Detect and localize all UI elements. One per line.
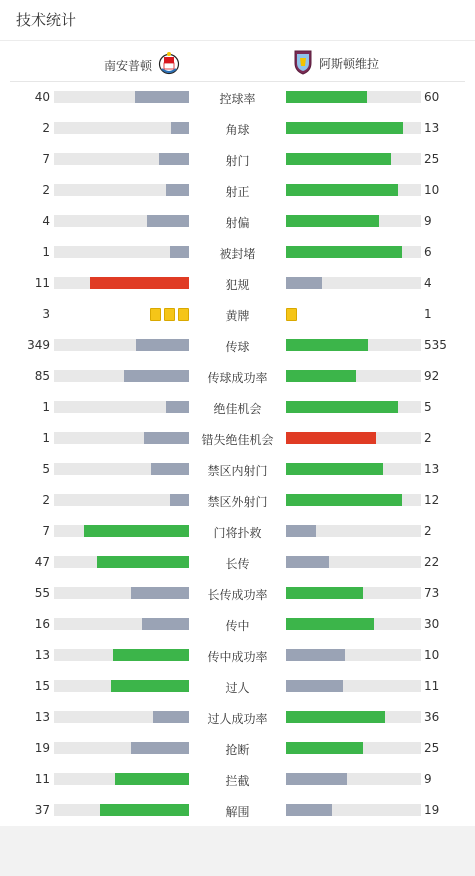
home-bar-track: [54, 804, 189, 816]
away-bar: [286, 680, 343, 692]
away-value: 2: [424, 431, 432, 445]
stat-row: [0, 640, 475, 671]
away-bar: [286, 339, 368, 351]
stat-row: [0, 547, 475, 578]
home-bar: [90, 277, 189, 289]
away-bar-track: [286, 680, 421, 692]
home-bar: [124, 370, 189, 382]
home-bar-track: [54, 618, 189, 630]
yellow-card-icon: [286, 308, 297, 321]
home-bar: [153, 711, 189, 723]
stat-label: 传球成功率: [207, 371, 268, 385]
page-title: 技术统计: [0, 0, 475, 41]
stat-label: 射偏: [225, 216, 250, 230]
home-value: 13: [34, 710, 50, 724]
away-bar: [286, 91, 367, 103]
stat-row: [0, 392, 475, 423]
away-bar: [286, 773, 347, 785]
home-bar-track: [54, 525, 189, 537]
home-bar-track: [54, 463, 189, 475]
away-bar-track: [286, 215, 421, 227]
stat-label: 黄牌: [225, 309, 250, 323]
away-value: 30: [424, 617, 440, 631]
home-bar: [131, 742, 189, 754]
home-bar-track: [54, 711, 189, 723]
home-value: 47: [34, 555, 50, 569]
away-bar: [286, 525, 316, 537]
away-value: 535: [424, 338, 447, 352]
away-bar: [286, 618, 374, 630]
stat-row: [0, 795, 475, 826]
home-value: 349: [27, 338, 50, 352]
home-value: 5: [42, 462, 50, 476]
home-bar-track: [54, 215, 189, 227]
away-value: 73: [424, 586, 440, 600]
home-bar-track: [54, 370, 189, 382]
stat-label: 射正: [225, 185, 250, 199]
home-value: 2: [42, 183, 50, 197]
away-value: 22: [424, 555, 440, 569]
stat-label: 射门: [225, 154, 250, 168]
away-bar: [286, 804, 332, 816]
home-bar: [144, 432, 189, 444]
teams-header: [10, 41, 465, 82]
away-bar: [286, 370, 356, 382]
away-value: 92: [424, 369, 440, 383]
away-value: 4: [424, 276, 432, 290]
away-bar-track: [286, 773, 421, 785]
home-bar: [171, 122, 189, 134]
home-value: 1: [42, 400, 50, 414]
away-bar-track: [286, 463, 421, 475]
yellow-card-icon: [150, 308, 161, 321]
stat-label: 传中成功率: [207, 650, 268, 664]
away-bar-track: [286, 587, 421, 599]
stat-label: 角球: [225, 123, 250, 137]
stat-row: [0, 144, 475, 175]
away-bar-track: [286, 122, 421, 134]
stat-label: 绝佳机会: [213, 402, 262, 416]
home-bar-track: [54, 649, 189, 661]
stat-row: [0, 578, 475, 609]
stat-label: 犯规: [225, 278, 250, 292]
away-bar: [286, 556, 329, 568]
away-value: 25: [424, 741, 440, 755]
away-value: 60: [424, 90, 440, 104]
home-bar: [147, 215, 189, 227]
home-bar: [115, 773, 189, 785]
stat-label: 门将扑救: [213, 526, 262, 540]
away-value: 13: [424, 121, 440, 135]
away-bar-track: [286, 370, 421, 382]
home-bar: [151, 463, 189, 475]
away-bar: [286, 494, 402, 506]
home-team[interactable]: [104, 51, 180, 80]
away-bar: [286, 711, 385, 723]
home-bar: [159, 153, 189, 165]
away-bar: [286, 587, 363, 599]
away-bar: [286, 649, 345, 661]
home-value: 40: [34, 90, 50, 104]
home-value: 16: [34, 617, 50, 631]
home-value: 19: [34, 741, 50, 755]
stat-row: [0, 609, 475, 640]
stat-label: 过人: [225, 681, 250, 695]
home-value: 4: [42, 214, 50, 228]
home-bar: [135, 91, 189, 103]
stat-label: 抢断: [225, 743, 250, 757]
away-bar: [286, 184, 398, 196]
home-value: 2: [42, 121, 50, 135]
home-bar-track: [54, 246, 189, 258]
stat-row: [0, 237, 475, 268]
away-bar: [286, 153, 391, 165]
stat-label: 拦截: [225, 774, 250, 788]
stat-row: [0, 454, 475, 485]
away-yellow-cards: [286, 308, 297, 321]
home-bar: [166, 401, 189, 413]
away-bar: [286, 401, 398, 413]
stats-list: [0, 82, 475, 826]
stat-row: [0, 733, 475, 764]
stat-label: 错失绝佳机会: [201, 433, 274, 447]
home-bar: [111, 680, 189, 692]
home-bar-track: [54, 680, 189, 692]
home-bar-track: [54, 339, 189, 351]
home-bar-track: [54, 401, 189, 413]
home-value: 85: [34, 369, 50, 383]
home-bar: [142, 618, 189, 630]
away-bar: [286, 215, 379, 227]
home-value: 7: [42, 524, 50, 538]
yellow-card-icon: [178, 308, 189, 321]
away-bar-track: [286, 246, 421, 258]
stat-label: 禁区外射门: [207, 495, 268, 509]
stat-row: [0, 330, 475, 361]
away-value: 25: [424, 152, 440, 166]
away-value: 36: [424, 710, 440, 724]
home-value: 15: [34, 679, 50, 693]
away-bar-track: [286, 153, 421, 165]
home-bar: [131, 587, 189, 599]
away-bar-track: [286, 618, 421, 630]
home-bar: [170, 494, 189, 506]
home-bar: [100, 804, 189, 816]
home-bar-track: [54, 277, 189, 289]
stat-row: [0, 485, 475, 516]
away-value: 12: [424, 493, 440, 507]
home-value: 13: [34, 648, 50, 662]
home-bar: [170, 246, 189, 258]
away-team[interactable]: [293, 49, 379, 78]
stat-row: [0, 113, 475, 144]
away-bar: [286, 432, 376, 444]
home-value: 11: [34, 772, 50, 786]
home-bar-track: [54, 773, 189, 785]
away-bar-track: [286, 494, 421, 506]
home-value: 2: [42, 493, 50, 507]
away-bar: [286, 246, 402, 258]
stat-row: [0, 671, 475, 702]
stat-row: [0, 361, 475, 392]
stat-label: 被封堵: [219, 247, 256, 261]
stat-row: [0, 299, 475, 330]
home-bar: [166, 184, 189, 196]
away-value: 2: [424, 524, 432, 538]
away-value: 5: [424, 400, 432, 414]
away-value: 9: [424, 214, 432, 228]
stat-row: [0, 764, 475, 795]
home-bar-track: [54, 742, 189, 754]
away-bar-track: [286, 711, 421, 723]
away-team-name: 阿斯顿维拉: [319, 57, 380, 71]
home-bar-track: [54, 184, 189, 196]
away-bar-track: [286, 184, 421, 196]
home-bar: [97, 556, 189, 568]
away-value: 13: [424, 462, 440, 476]
away-value: 19: [424, 803, 440, 817]
away-value: 10: [424, 648, 440, 662]
stat-row: [0, 516, 475, 547]
home-yellow-cards: [150, 308, 189, 321]
away-bar-track: [286, 649, 421, 661]
stat-label: 长传成功率: [207, 588, 268, 602]
home-bar-track: [54, 153, 189, 165]
stat-row: [0, 175, 475, 206]
home-bar: [136, 339, 189, 351]
home-bar-track: [54, 91, 189, 103]
stat-row: [0, 702, 475, 733]
stat-row: [0, 82, 475, 113]
stat-label: 禁区内射门: [207, 464, 268, 478]
away-value: 10: [424, 183, 440, 197]
away-bar: [286, 742, 363, 754]
home-value: 55: [34, 586, 50, 600]
stat-label: 过人成功率: [207, 712, 268, 726]
away-bar: [286, 463, 383, 475]
stat-row: [0, 268, 475, 299]
home-bar-track: [54, 587, 189, 599]
away-value: 9: [424, 772, 432, 786]
home-bar: [113, 649, 189, 661]
home-team-name: 南安普顿: [103, 59, 152, 73]
yellow-card-icon: [164, 308, 175, 321]
stat-row: [0, 206, 475, 237]
stat-label: 传中: [225, 619, 250, 633]
away-bar-track: [286, 432, 421, 444]
aston-villa-crest-icon: [293, 49, 313, 78]
away-bar-track: [286, 277, 421, 289]
stat-label: 解围: [225, 805, 250, 819]
away-bar-track: [286, 525, 421, 537]
home-bar: [84, 525, 189, 537]
home-value: 1: [42, 431, 50, 445]
away-bar-track: [286, 91, 421, 103]
home-bar-track: [54, 432, 189, 444]
away-bar: [286, 277, 322, 289]
stat-row: [0, 423, 475, 454]
home-bar-track: [54, 494, 189, 506]
stat-label: 传球: [225, 340, 250, 354]
home-value: 1: [42, 245, 50, 259]
away-value: 6: [424, 245, 432, 259]
away-bar-track: [286, 556, 421, 568]
away-bar-track: [286, 742, 421, 754]
away-bar: [286, 122, 403, 134]
home-value: 7: [42, 152, 50, 166]
away-value: 11: [424, 679, 440, 693]
home-value: 3: [42, 307, 50, 321]
away-bar-track: [286, 339, 421, 351]
away-value: 1: [424, 307, 432, 321]
away-bar-track: [286, 804, 421, 816]
home-bar-track: [54, 556, 189, 568]
home-bar-track: [54, 122, 189, 134]
away-bar-track: [286, 401, 421, 413]
southampton-crest-icon: [158, 51, 180, 80]
home-value: 11: [34, 276, 50, 290]
stat-label: 控球率: [219, 92, 256, 106]
home-value: 37: [34, 803, 50, 817]
stat-label: 长传: [225, 557, 250, 571]
